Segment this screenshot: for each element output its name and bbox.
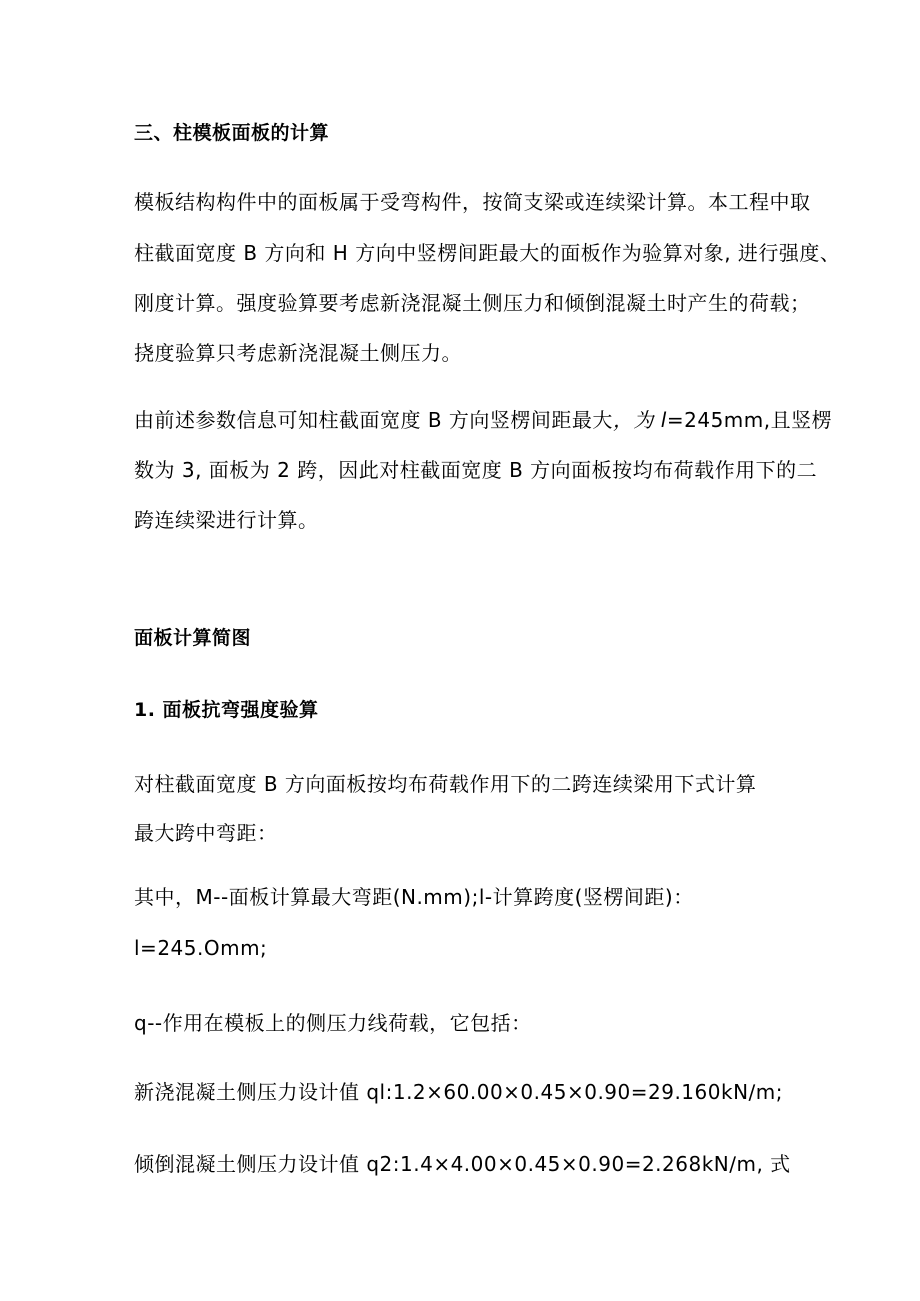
text-segment: 由前述参数信息可知柱截面宽度 B 方向竖楞间距最大	[134, 408, 613, 432]
text-segment: =245mm,且竖楞	[666, 408, 833, 432]
paragraph-line: 其中，M--面板计算最大弯距(N.mm);l-计算跨度(竖楞间距)：	[134, 885, 694, 909]
paragraph-line: 柱截面宽度 B 方向和 H 方向中竖楞间距最大的面板作为验算对象, 进行强度、	[134, 241, 841, 265]
paragraph-line: 倾倒混凝土侧压力设计值 q2:1.4×4.00×0.45×0.90=2.268kN∕m, 式	[134, 1152, 791, 1176]
paragraph-line	[134, 407, 832, 433]
paragraph-line: 跨连续梁进行计算。	[134, 508, 319, 532]
subsection-title: 1. 面板抗弯强度验算	[134, 699, 319, 721]
paragraph-line: 数为 3, 面板为 2 跨，因此对柱截面宽度 B 方向面板按均布荷载作用下的二	[134, 458, 818, 482]
paragraph-line: 新浇混凝土侧压力设计值 ql:1.2×60.00×0.45×0.90=29.160kN∕m;	[134, 1080, 783, 1104]
paragraph-line: q--作用在模板上的侧压力线荷载，它包括：	[134, 1011, 532, 1035]
paragraph-line: 刚度计算。强度验算要考虑新浇混凝土侧压力和倾倒混凝土时产生的荷载；	[134, 291, 811, 315]
diagram-title: 面板计算简图	[134, 627, 252, 649]
span-variable: ，为 l	[612, 408, 667, 432]
paragraph-line: 挠度验算只考虑新浇混凝土侧压力。	[134, 341, 462, 365]
paragraph-line: 最大跨中弯距：	[134, 821, 278, 845]
paragraph-line: 对柱截面宽度 B 方向面板按均布荷载作用下的二跨连续梁用下式计算	[134, 772, 757, 796]
paragraph-line: l=245.Omm;	[134, 936, 268, 960]
paragraph-line: 模板结构构件中的面板属于受弯构件，按简支梁或连续梁计算。本工程中取	[134, 190, 811, 214]
section-title: 三、柱模板面板的计算	[134, 122, 330, 144]
